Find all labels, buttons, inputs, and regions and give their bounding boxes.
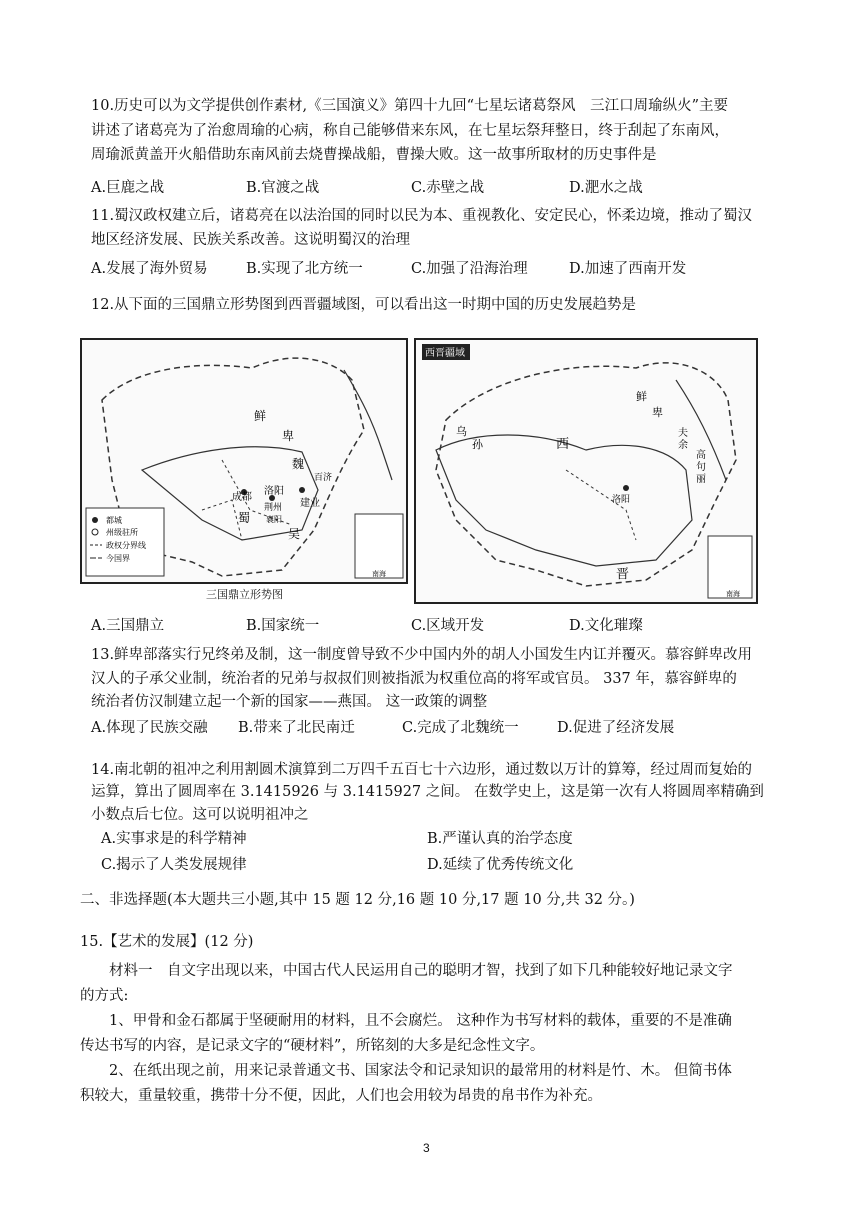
q14-stem-line-3: 小数点后七位。这可以说明祖冲之 — [91, 807, 309, 823]
q12-option-a: A.三国鼎立 — [91, 618, 165, 634]
map1-caption: 三国鼎立形势图 — [206, 588, 283, 601]
q11-option-c: C.加强了沿海治理 — [411, 261, 528, 277]
q10-option-c: C.赤壁之战 — [411, 180, 485, 196]
map2-label-gao: 高 — [696, 450, 706, 461]
q15-material-line-2: 的方式: — [80, 988, 129, 1004]
q13-stem-line-2: 汉人的子承父业制，统治者的兄弟与叔叔们则被指派为权重位高的将军或官员。 337 年，慕容鲜卑的 — [91, 671, 737, 687]
q10-option-d: D.淝水之战 — [569, 180, 643, 196]
q10-stem-line-1: 10.历史可以为文学提供创作素材,《三国演义》第四十九回“七星坛诸葛祭风 三江口周瑜纵火”主要 — [91, 98, 728, 114]
map2-label-wu: 乌 — [456, 425, 467, 438]
q15-material-line-6: 积较大，重量较重，携带十分不便，因此，人们也会用较为昂贵的帛书作为补充。 — [80, 1088, 602, 1104]
map2-label-sun: 孙 — [472, 438, 483, 451]
q15-material-line-3: 1、甲骨和金石都属于坚硬耐用的材料，且不会腐烂。 这种作为书写材料的载体，重要的不是准确 — [109, 1013, 732, 1029]
q12-stem: 12.从下面的三国鼎立形势图到西晋疆域图，可以看出这一时期中国的历史发展趋势是 — [91, 297, 637, 313]
map1-label-nanhai: 南海 — [372, 570, 386, 578]
q11-option-d: D.加速了西南开发 — [569, 261, 687, 277]
three-kingdoms-map — [80, 338, 408, 584]
map1-legend-prefecture: 州级驻所 — [106, 528, 138, 537]
q13-option-c: C.完成了北魏统一 — [402, 720, 519, 736]
map1-label-luoyang: 洛阳 — [264, 486, 284, 497]
q14-stem-line-1: 14.南北朝的祖冲之利用割圆术演算到二万四千五百七十六边形，通过数以万计的算筹，经过周而复始的 — [91, 762, 753, 778]
q15-material-line-5: 2、在纸出现之前，用来记录普通文书、国家法令和记录知识的最常用的材料是竹、木。 但简书体 — [109, 1063, 732, 1079]
q15-material-line-4: 传达书写的内容，是记录文字的“硬材料”，所铭刻的大多是纪念性文字。 — [80, 1038, 545, 1054]
q13-option-d: D.促进了经济发展 — [557, 720, 675, 736]
western-jin-map-drawing — [416, 340, 756, 602]
map1-label-jingzhou: 荆州 — [264, 503, 283, 513]
map2-label-xian: 鲜 — [636, 390, 647, 403]
q14-option-d: D.延续了优秀传统文化 — [427, 857, 574, 873]
section2-heading: 二、非选择题(本大题共三小题,其中 15 题 12 分,16 题 10 分,17 题 10 分,共 32 分。) — [80, 892, 635, 908]
q10-stem-line-3: 周瑜派黄盖开火船借助东南风前去烧曹操战船，曹操大败。这一故事所取材的历史事件是 — [91, 147, 657, 163]
q11-option-a: A.发展了海外贸易 — [91, 261, 208, 277]
map2-label-jin: 晋 — [616, 567, 630, 582]
map1-legend-capital: 都城 — [106, 516, 122, 525]
map1-label-shu: 蜀 — [238, 511, 251, 525]
q11-stem-line-1: 11.蜀汉政权建立后，诸葛亮在以法治国的同时以民为本、重视教化、安定民心，怀柔边境，推动了蜀汉 — [91, 208, 753, 224]
q14-option-c: C.揭示了人类发展规律 — [101, 857, 247, 873]
q14-stem-line-2: 运算，算出了圆周率在 3.1415926 与 3.1415927 之间。 在数学史上，这是第一次有人将圆周率精确到 — [91, 784, 764, 800]
map2-label-nanhai: 南海 — [726, 590, 740, 598]
map1-label-wu: 吴 — [288, 527, 301, 541]
map1-label-xian: 鲜 — [254, 409, 267, 423]
map1-label-xiangyang: 襄阳 — [266, 515, 282, 524]
map2-label-fu: 夫 — [678, 428, 688, 439]
map1-label-jianye: 建业 — [300, 498, 320, 509]
map2-title: 西晋疆域 — [425, 348, 465, 359]
q13-stem-line-1: 13.鲜卑部落实行兄终弟及制，这一制度曾导致不少中国内外的胡人小国发生内讧并覆灭。慕容鲜卑改用 — [91, 647, 753, 663]
q10-option-b: B.官渡之战 — [246, 180, 320, 196]
q10-option-a: A.巨鹿之战 — [91, 180, 165, 196]
q14-option-a: A.实事求是的科学精神 — [101, 831, 247, 847]
q12-option-b: B.国家统一 — [246, 618, 320, 634]
q12-option-c: C.区域开发 — [411, 618, 485, 634]
q15-material-line-1: 材料一 自文字出现以来，中国古代人民运用自己的聪明才智，找到了如下几种能较好地记录文字 — [109, 963, 733, 979]
map1-legend-modern-border: 今国界 — [106, 554, 130, 563]
map1-label-baiji: 百济 — [314, 473, 333, 483]
map2-label-yu: 余 — [678, 440, 688, 451]
q12-option-d: D.文化璀璨 — [569, 618, 643, 634]
q13-option-b: B.带来了北民南迁 — [238, 720, 355, 736]
map1-legend-border: 政权分界线 — [106, 541, 146, 550]
three-kingdoms-map-drawing — [82, 340, 406, 582]
map1-label-bei: 卑 — [282, 429, 295, 443]
q13-stem-line-3: 统治者仿汉制建立起一个新的国家——燕国。 这一政策的调整 — [91, 694, 488, 710]
page-number: 3 — [423, 1141, 430, 1155]
western-jin-map — [414, 338, 758, 604]
map1-label-chengdu: 成都 — [232, 492, 252, 503]
map2-label-ju: 句 — [696, 462, 706, 473]
q10-stem-line-2: 讲述了诸葛亮为了治愈周瑜的心病，称自己能够借来东风，在七星坛祭拜整日，终于刮起了东南风， — [91, 123, 729, 139]
q15-title: 15.【艺术的发展】(12 分) — [80, 934, 254, 950]
map2-label-bei: 卑 — [652, 406, 663, 419]
map2-label-li: 丽 — [696, 474, 706, 485]
map1-label-wei: 魏 — [292, 457, 305, 471]
q11-stem-line-2: 地区经济发展、民族关系改善。这说明蜀汉的治理 — [91, 232, 410, 248]
q14-option-b: B.严谨认真的治学态度 — [427, 831, 573, 847]
q11-option-b: B.实现了北方统一 — [246, 261, 363, 277]
map2-label-xi: 西 — [556, 437, 570, 452]
q13-option-a: A.体现了民族交融 — [91, 720, 208, 736]
map2-label-luoyang: 洛阳 — [612, 495, 631, 505]
